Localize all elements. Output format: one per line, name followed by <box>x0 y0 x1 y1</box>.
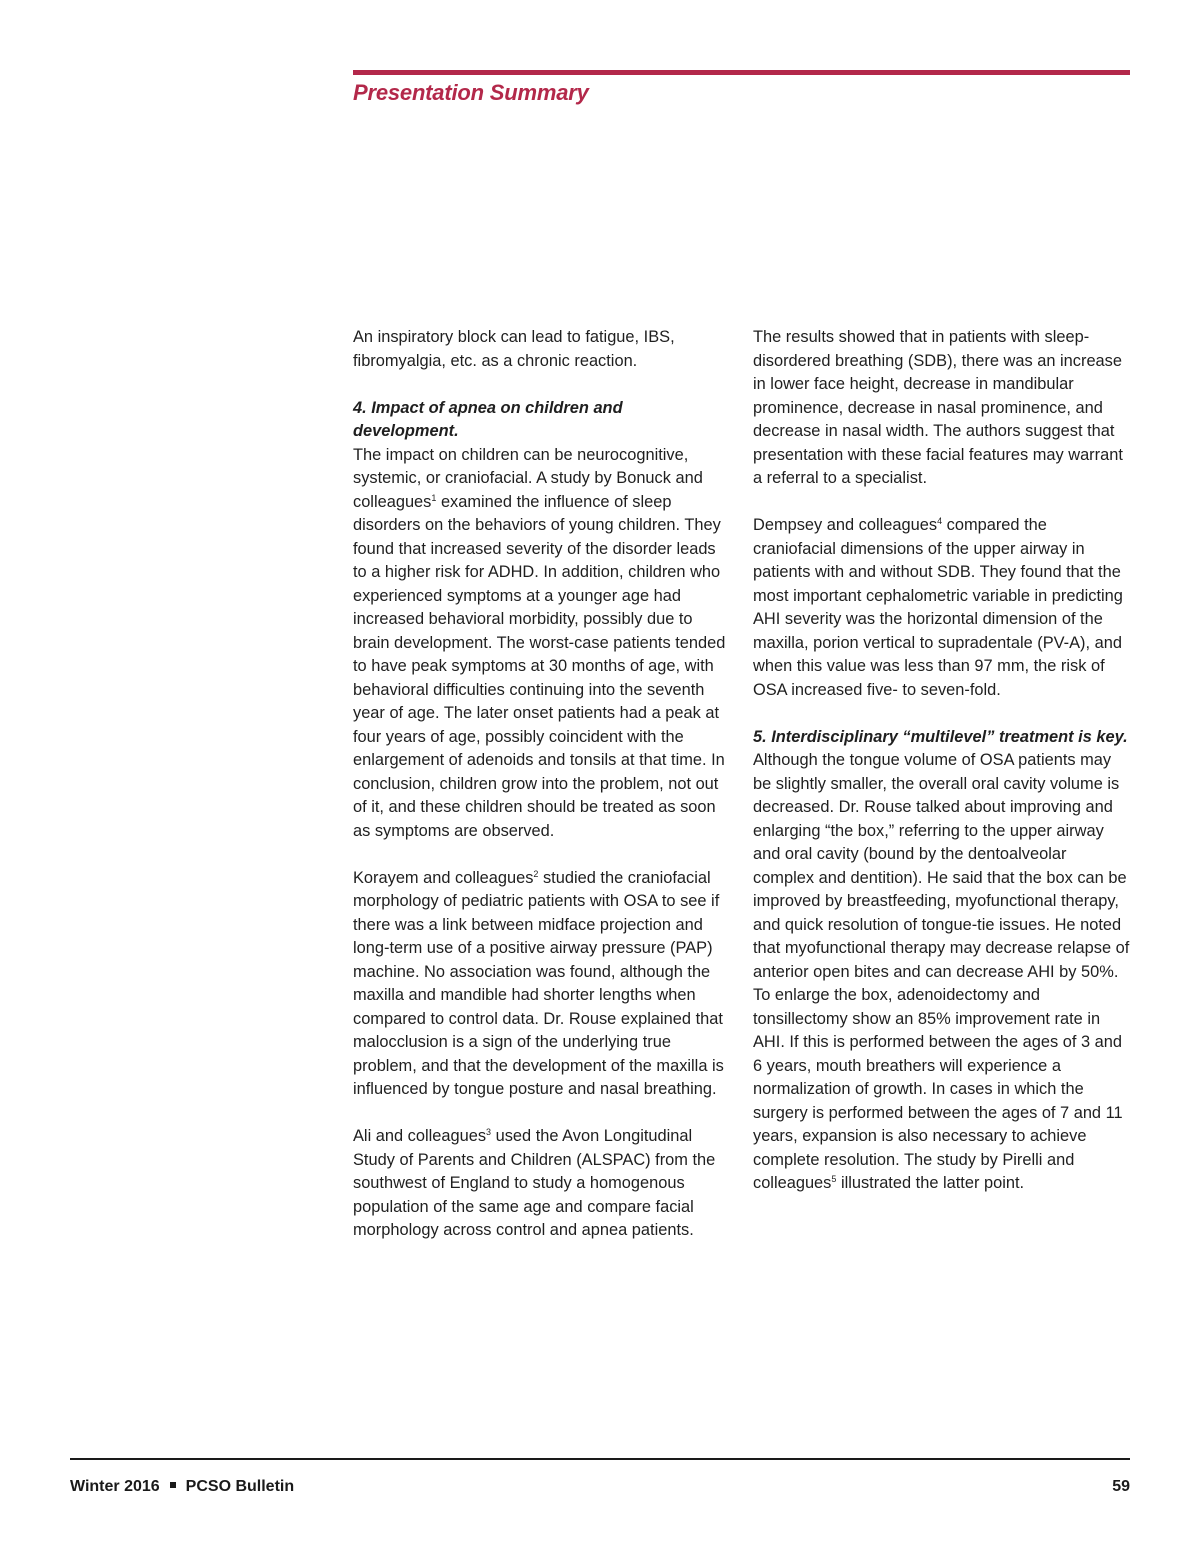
paragraph: The results showed that in patients with sleep-disordered breathing (SDB), there was an increase in lower face height, decrease in mandibular prominence, decrease in nasal prominence, and decrease in nasal width. The authors suggest that presentation with these facial features may warrant a referral to a specialist. <box>753 328 1123 487</box>
paragraph <box>353 867 731 1102</box>
paragraph <box>753 514 1131 702</box>
footer-issue-line <box>70 1478 294 1496</box>
citation-1: 1 <box>431 492 437 503</box>
citation-3: 3 <box>486 1127 492 1137</box>
footer-issue: Winter 2016 <box>70 1478 160 1495</box>
paragraph: An inspiratory block can lead to fatigue, IBS, fibromyalgia, etc. as a chronic reaction. <box>353 328 675 370</box>
paragraph-text: compared the craniofacial dimensions of the upper airway in patients with and without SDB. They found that the most important cephalometric variable in predicting AHI severity was the horizontal dimension of the maxilla, porion vertical to supradentale (PV-A), and when this value was less than 97 mm, the risk of OSA increased five- to seven-fold. <box>753 516 1123 699</box>
section-5 <box>753 726 1131 1196</box>
paragraph-text: Ali and colleagues <box>353 1127 487 1145</box>
citation-2: 2 <box>533 868 539 879</box>
paragraph-text: used the Avon Longitudinal Study of Parents and Children (ALSPAC) from the southwest of England to study a homogenous population of the same age and compare facial morphology across control and apnea patients. <box>353 1127 716 1239</box>
section-title: Presentation Summary <box>353 80 589 105</box>
left-column <box>353 326 731 1266</box>
citation-4: 4 <box>937 516 943 526</box>
page-number: 59 <box>1112 1478 1130 1495</box>
section-4 <box>353 397 731 844</box>
paragraph-text: The impact on children can be neurocognitive, systemic, or craniofacial. A study by Bonuck and colleagues <box>353 445 703 511</box>
paragraph-text: studied the craniofacial morphology of pediatric patients with OSA to see if there was a link between midface projection and long-term use of a positive airway pressure (PAP) machine. No association was found, although the maxilla and mandible had shorter lengths when compared to control data. Dr. Rouse explained that malocclusion is a sign of the underlying true problem, and that the development of the maxilla is influenced by tongue posture and nasal breathing. <box>353 868 724 1098</box>
section-4-heading: 4. Impact of apnea on children and development. <box>353 398 623 440</box>
paragraph-text: Although the tongue volume of OSA patients may be slightly smaller, the overall oral cavity volume is decreased. Dr. Rouse talked about improving and enlarging “the box,” referring to the upper airway and oral cavity (bound by the dentoalveolar complex and dentition). He said that the box can be improved by breastfeeding, myofunctional therapy, and quick resolution of tongue-tie issues. He noted that myofunctional therapy may decrease relapse of anterior open bites and can decrease AHI by 50%. To enlarge the box, adenoidectomy and tonsillectomy show an 85% improvement rate in AHI. If this is performed between the ages of 3 and 6 years, mouth breathers will experience a normalization of growth. In cases in which the surgery is performed between the ages of 7 and 11 years, expansion is also necessary to achieve complete resolution. The study by Pirelli and colleagues <box>753 751 1130 1192</box>
paragraph-text: examined the influence of sleep disorders on the behaviors of young children. They found that increased severity of the disorder leads to a higher risk for ADHD. In addition, children who experienced symptoms at a younger age had increased behavioral morbidity, possibly due to brain development. The worst-case patients tended to have peak symptoms at 30 months of age, with behavioral difficulties continuing into the seventh year of age. The later onset patients had a peak at four years of age, possibly coincident with the enlargement of adenoids and tonsils at that time. In conclusion, children grow into the problem, not out of it, and these children should be treated as soon as symptoms are observed. <box>353 492 726 840</box>
citation-5: 5 <box>831 1174 837 1184</box>
page-footer <box>70 1478 1130 1502</box>
footer-rule <box>70 1458 1130 1460</box>
right-column <box>753 326 1131 1219</box>
paragraph-text: Dempsey and colleagues <box>753 516 938 534</box>
paragraph-text: Korayem and colleagues <box>353 868 534 887</box>
paragraph <box>353 1125 731 1243</box>
paragraph-text: illustrated the latter point. <box>836 1174 1025 1192</box>
header-rule <box>353 70 1130 75</box>
section-5-heading: 5. Interdisciplinary “multilevel” treatment is key. <box>753 727 1128 746</box>
footer-publication: PCSO Bulletin <box>185 1478 295 1495</box>
square-bullet-icon <box>170 1482 176 1488</box>
